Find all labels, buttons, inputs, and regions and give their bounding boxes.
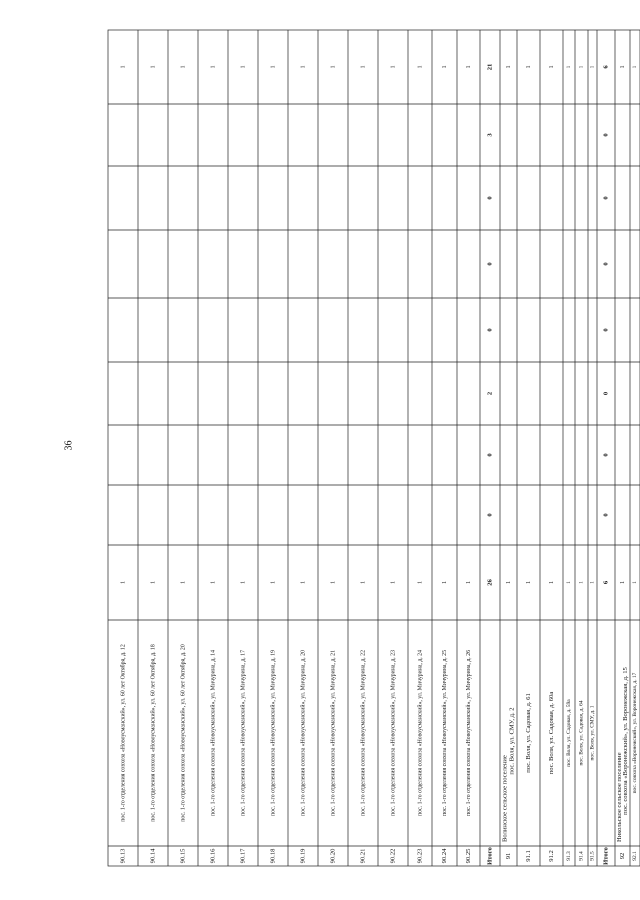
cell-value: 1 [548,65,556,69]
cell-value: 1 [389,65,397,69]
cell-value: 1 [578,581,585,584]
cell-value: 1 [578,65,585,69]
row-code: 90.20 [329,848,337,864]
cell-value: 0 [486,453,494,457]
cell-value: 0 [602,391,610,396]
cell-value: 1 [149,580,157,585]
cell-value: 1 [269,65,277,69]
row-code: 90.22 [389,848,397,864]
table-border [108,30,640,866]
table-grid [108,30,640,866]
row-code: 90.24 [441,848,449,864]
cell-value: 1 [359,580,367,585]
cell-value: 1 [269,580,277,585]
cell-value: 1 [209,580,217,585]
address-text: пос. Воля, ул. Садовая, д. 60а [548,691,556,775]
cell-value: 1 [299,580,307,585]
cell-value: 26 [486,579,494,586]
row-code: Итого [486,847,494,865]
settlement-name: Никольское сельское поселение [616,752,624,842]
cell-value: 1 [359,65,367,69]
row-code: 90.14 [149,848,157,864]
address-text: пос. 1-го отделения совхоза «Новоусманский», ул. Мичурина, д. 26 [465,650,472,816]
address-text: пос. совхоза «Воронежский», ул. Воронежская, д. 17 [632,672,639,794]
cell-value: 1 [548,580,556,585]
row-code: 91.4 [578,851,585,861]
cell-value: 1 [465,65,473,69]
row-code: 91.1 [525,850,533,862]
settlement-name: Волинское сельское поселение [501,755,509,842]
cell-value: 1 [589,65,596,69]
address-text: пос. 1-го отделения совхоза «Новоусманский», ул. Мичурина, д. 20 [300,650,307,816]
cell-value: 1 [589,581,596,584]
address-text: пос. 1-го отделения совхоза «Новоусманский», ул. Мичурина, д. 14 [210,650,217,816]
cell-value: 1 [299,65,307,69]
cell-value: 1 [416,580,424,585]
address-text: пос. совхоза «Воронежский», ул. Воронежская, д. 15 [622,667,630,815]
cell-value: 1 [329,65,337,69]
row-code: 90.15 [179,848,187,864]
address-text: пос. 1-го отделения совхоза «Новоусманский», ул. Мичурина, д. 19 [270,650,277,816]
cell-value: 0 [486,513,494,517]
cell-value: 1 [119,580,127,585]
cell-value: 0 [486,262,494,266]
row-code: 90.21 [359,848,367,864]
cell-value: 1 [239,65,247,69]
cell-value: 1 [149,65,157,69]
row-code: 91.2 [548,850,556,862]
cell-value: 1 [632,581,639,584]
cell-value: 0 [602,133,610,137]
address-text: пос. 1-го отделения совхоза «Новоусманский», ул. 60 лет Октября, д. 12 [120,644,127,822]
cell-value: 0 [602,513,610,517]
cell-value: 1 [505,65,513,69]
cell-value: 2 [486,391,494,396]
row-code: 90.23 [416,848,424,864]
address-text: пос. 1-го отделения совхоза «Новоусманский», ул. Мичурина, д. 24 [417,650,424,816]
row-code: 90.16 [209,848,217,864]
cell-value: 1 [389,580,397,585]
address-text: пос. 1-го отделения совхоза «Новоусманский», ул. Мичурина, д. 17 [240,650,247,816]
address-text: пос. Воля, ул. Садовая, д. 59а [566,699,573,767]
row-code: 90.19 [299,848,307,864]
cell-value: 1 [179,580,187,585]
cell-value: 1 [119,65,127,69]
cell-value: 1 [505,580,513,585]
address-text: пос. Воля, ул. Садовая, д. 64 [578,700,585,766]
address-text: пос. 1-го отделения совхоза «Новоусманский», ул. Мичурина, д. 22 [360,650,367,816]
cell-value: 1 [441,580,449,585]
row-code: Итого [602,847,610,865]
cell-value: 21 [486,63,494,71]
cell-value: 1 [566,65,573,69]
row-code: 90.17 [239,848,247,864]
cell-value: 1 [179,65,187,69]
cell-value: 1 [441,65,449,69]
row-code: 91.5 [589,851,596,861]
cell-value: 1 [209,65,217,69]
address-text: пос. Воля, ул. СМУ, д. 1 [589,705,596,761]
cell-value: 0 [602,453,610,457]
address-text: пос. 1-го отделения совхоза «Новоусманский», ул. 60 лет Октября, д. 18 [150,644,157,822]
cell-value: 1 [525,65,533,69]
cell-value: 6 [602,65,610,69]
row-code: 90.25 [465,848,473,864]
row-code: 92.1 [632,851,639,861]
page-number: 36 [63,440,75,451]
address-text: пос. 1-го отделения совхоза «Новоусманский», ул. 60 лет Октября, д. 20 [180,644,187,822]
cell-value: 1 [566,581,573,584]
cell-value: 6 [602,580,610,585]
address-text: пос. 1-го отделения совхоза «Новоусманский», ул. Мичурина, д. 21 [330,650,337,816]
address-text: пос. 1-го отделения совхоза «Новоусманский», ул. Мичурина, д. 25 [441,650,448,816]
cell-value: 0 [486,196,494,200]
cell-value: 1 [619,65,627,69]
cell-value: 0 [486,328,494,332]
cell-value: 0 [602,328,610,332]
cell-value: 0 [602,262,610,266]
row-code: 91 [505,852,513,860]
cell-value: 1 [619,580,627,585]
address-text: пос. Воля, ул. Садовая, д. 61 [525,693,533,773]
row-code: 90.18 [269,848,277,864]
cell-value: 1 [465,580,473,585]
cell-value: 1 [329,580,337,585]
cell-value: 1 [525,580,533,585]
row-code: 91.3 [566,851,573,861]
cell-value: 1 [632,65,639,69]
address-text: пос. Воля, ул. СМУ, д. 2 [508,707,516,775]
address-text: пос. 1-го отделения совхоза «Новоусманский», ул. Мичурина, д. 23 [390,650,397,816]
cell-value: 1 [239,580,247,585]
cell-value: 1 [416,65,424,69]
row-code: 92 [619,852,627,860]
cell-value: 3 [486,133,494,137]
row-code: 90.13 [119,848,127,864]
cell-value: 0 [602,196,610,200]
